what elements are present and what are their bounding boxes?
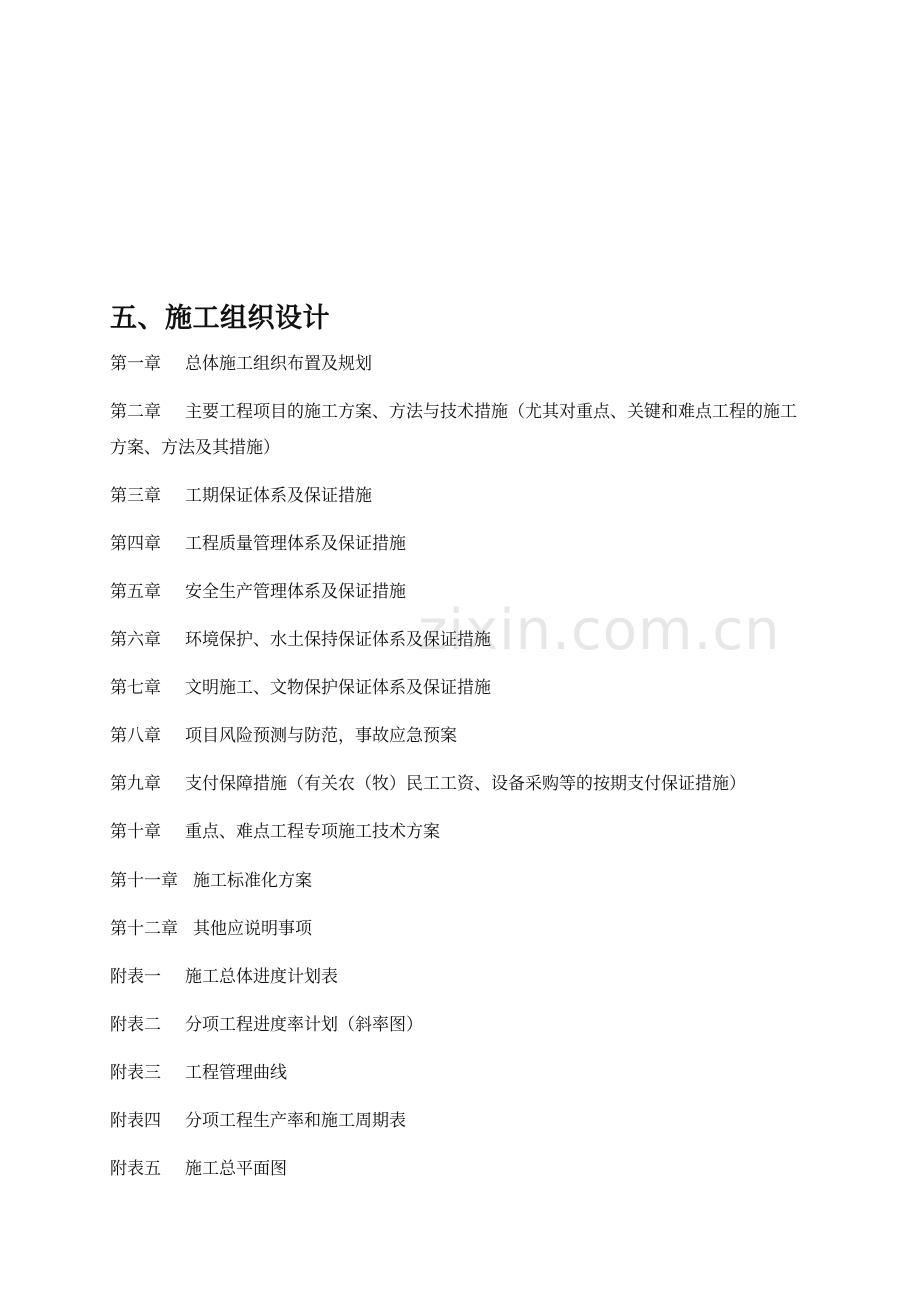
toc-item-number: 附表一 xyxy=(110,967,161,987)
toc-item-number: 第十二章 xyxy=(110,919,178,939)
toc-item-number: 附表三 xyxy=(110,1063,161,1083)
toc-item-title: 施工总平面图 xyxy=(185,1159,287,1179)
toc-item xyxy=(110,813,870,851)
toc-item-title: 施工总体进度计划表 xyxy=(185,967,338,987)
toc-item-number: 第七章 xyxy=(110,678,161,698)
toc-item-number: 第五章 xyxy=(110,582,161,602)
toc-item xyxy=(110,345,870,383)
toc-item-number: 第六章 xyxy=(110,630,161,650)
toc-item xyxy=(110,477,870,515)
toc-item xyxy=(110,573,870,611)
toc-item xyxy=(110,525,870,563)
toc-item-title: 施工标准化方案 xyxy=(193,871,312,891)
toc-item-number: 第十一章 xyxy=(110,871,178,891)
toc-item-title: 主要工程项目的施工方案、方法与技术措施（尤其对重点、关键和难点工程的施工 xyxy=(185,402,797,422)
toc-item-number: 附表五 xyxy=(110,1159,161,1179)
toc-item-title-continued: 方案、方法及其措施） xyxy=(110,438,280,458)
toc-item xyxy=(110,910,870,948)
toc-item-number: 第三章 xyxy=(110,486,161,506)
toc-item xyxy=(110,717,870,755)
watermark: zixin.com.cn xyxy=(418,598,781,663)
toc-item-title: 其他应说明事项 xyxy=(193,919,312,939)
toc-item xyxy=(110,621,870,659)
toc-item-number: 附表四 xyxy=(110,1111,161,1131)
toc-item-title: 重点、难点工程专项施工技术方案 xyxy=(185,822,440,842)
toc-item xyxy=(110,1006,870,1044)
section-heading: 五、施工组织设计 xyxy=(110,303,330,334)
toc-item-number: 第九章 xyxy=(110,774,161,794)
toc-item-title: 工程管理曲线 xyxy=(185,1063,287,1083)
toc-item-title: 分项工程进度率计划（斜率图） xyxy=(185,1015,423,1035)
toc-item xyxy=(110,862,870,900)
toc-item-number: 第四章 xyxy=(110,534,161,554)
toc-item-title: 工期保证体系及保证措施 xyxy=(185,486,372,506)
toc-item-number: 第十章 xyxy=(110,822,161,842)
toc-item-number: 附表二 xyxy=(110,1015,161,1035)
toc-item xyxy=(110,1102,870,1140)
toc-item-title: 安全生产管理体系及保证措施 xyxy=(185,582,406,602)
toc-item xyxy=(110,669,870,707)
toc-item-title: 分项工程生产率和施工周期表 xyxy=(185,1111,406,1131)
toc-item-title: 文明施工、文物保护保证体系及保证措施 xyxy=(185,678,491,698)
toc-item-number: 第一章 xyxy=(110,354,161,374)
toc-item-title: 项目风险预测与防范，事故应急预案 xyxy=(185,726,457,746)
toc-item-number: 第二章 xyxy=(110,402,161,422)
toc-item xyxy=(110,958,870,996)
toc-item-title: 环境保护、水土保持保证体系及保证措施 xyxy=(185,630,491,650)
toc-item xyxy=(110,1054,870,1092)
toc-item-title: 工程质量管理体系及保证措施 xyxy=(185,534,406,554)
toc-item-continuation xyxy=(110,429,870,467)
toc-item-number: 第八章 xyxy=(110,726,161,746)
toc-item xyxy=(110,1150,870,1188)
toc-item xyxy=(110,393,870,431)
toc-item-title: 总体施工组织布置及规划 xyxy=(185,354,372,374)
toc-item-title: 支付保障措施（有关农（牧）民工工资、设备采购等的按期支付保证措施） xyxy=(185,774,746,794)
toc-item xyxy=(110,765,870,803)
